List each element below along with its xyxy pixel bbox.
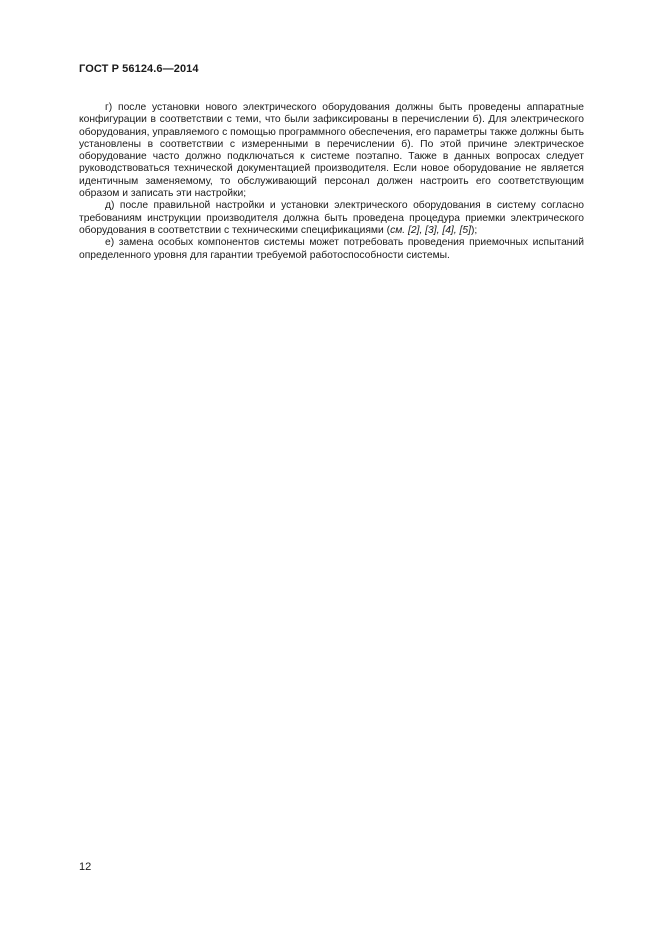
document-header: ГОСТ Р 56124.6—2014 [79, 63, 199, 75]
page-number: 12 [79, 861, 92, 873]
list-item-d-text: д) после правильной настройки и установки электрического оборудования в систему согласно требованиям инструкции производителя должна быть проведена процедура приемки электрического оборудования в соответствии с техническими спецификациями ( [79, 200, 584, 236]
list-item-d [79, 200, 584, 237]
list-item-e: е) замена особых компонентов системы может потребовать проведения приемочных испытаний определенного уровня для гарантии требуемой работоспособности системы. [79, 237, 584, 261]
document-body [79, 102, 584, 262]
list-item-g: г) после установки нового электрического оборудования должны быть проведены аппаратные конфигурации в соответствии с теми, что были зафиксированы в перечислении б). Для электрического оборудования, управляемого с помощью программного обеспечения, его параметры также должны быть установлены в соответствии с измеренными в перечислении б). По этой причине электрическое оборудование часто должно подключаться к системе поэтапно. Также в данных вопросах следует руководствоваться технической документацией производителя. Если новое оборудование не является идентичным заменяемому, то обслуживающий персонал должен настроить его соответствующим образом и записать эти настройки; [79, 102, 584, 200]
list-item-d-references: см. [2], [3], [4], [5] [390, 224, 471, 236]
list-item-d-closing: ); [470, 224, 478, 236]
